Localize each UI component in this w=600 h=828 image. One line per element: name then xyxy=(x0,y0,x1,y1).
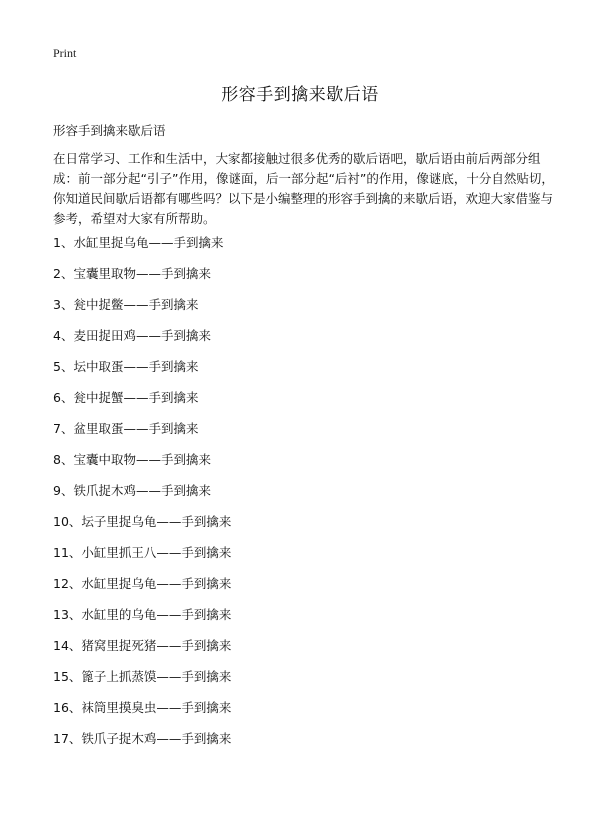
page-title: 形容手到擒来歇后语 xyxy=(221,85,379,105)
list-item: 7、盆里取蛋——手到擒来 xyxy=(53,421,199,436)
print-link[interactable]: Print xyxy=(53,46,77,60)
list-item: 13、水缸里的乌龟——手到擒来 xyxy=(53,607,232,622)
list-item: 17、铁爪子捉木鸡——手到擒来 xyxy=(53,731,232,746)
list-item: 15、篦子上抓蒸馍——手到擒来 xyxy=(53,669,232,684)
list-item: 5、坛中取蛋——手到擒来 xyxy=(53,359,199,374)
list-item: 12、水缸里捉乌龟——手到擒来 xyxy=(53,576,232,591)
list-item: 11、小缸里抓王八——手到擒来 xyxy=(53,545,232,560)
list-item: 3、瓮中捉鳖——手到擒来 xyxy=(53,297,199,312)
idiom-list xyxy=(53,233,231,760)
list-item: 16、袜筒里摸臭虫——手到擒来 xyxy=(53,700,232,715)
list-item: 1、水缸里捉乌龟——手到擒来 xyxy=(53,235,224,250)
list-item: 6、瓮中捉蟹——手到擒来 xyxy=(53,390,199,405)
list-item: 2、宝囊里取物——手到擒来 xyxy=(53,266,211,281)
list-item: 10、坛子里捉乌龟——手到擒来 xyxy=(53,514,232,529)
document-subtitle: 形容手到擒来歇后语 xyxy=(53,123,166,138)
list-item: 4、麦田捉田鸡——手到擒来 xyxy=(53,328,211,343)
list-item: 8、宝囊中取物——手到擒来 xyxy=(53,452,211,467)
list-item: 9、铁爪捉木鸡——手到擒来 xyxy=(53,483,211,498)
intro-paragraph: 在日常学习、工作和生活中，大家都接触过很多优秀的歇后语吧，歇后语由前后两部分组成：前一部分起“引子”作用，像谜面，后一部分起“后衬”的作用，像谜底，十分自然贴切，你知道民间歇后语都有哪些吗？以下是小编整理的形容手到擒的来歇后语，欢迎大家借鉴与参考，希望对大家有所帮助。 xyxy=(53,151,554,226)
list-item: 14、猪窝里捉死猪——手到擒来 xyxy=(53,638,232,653)
